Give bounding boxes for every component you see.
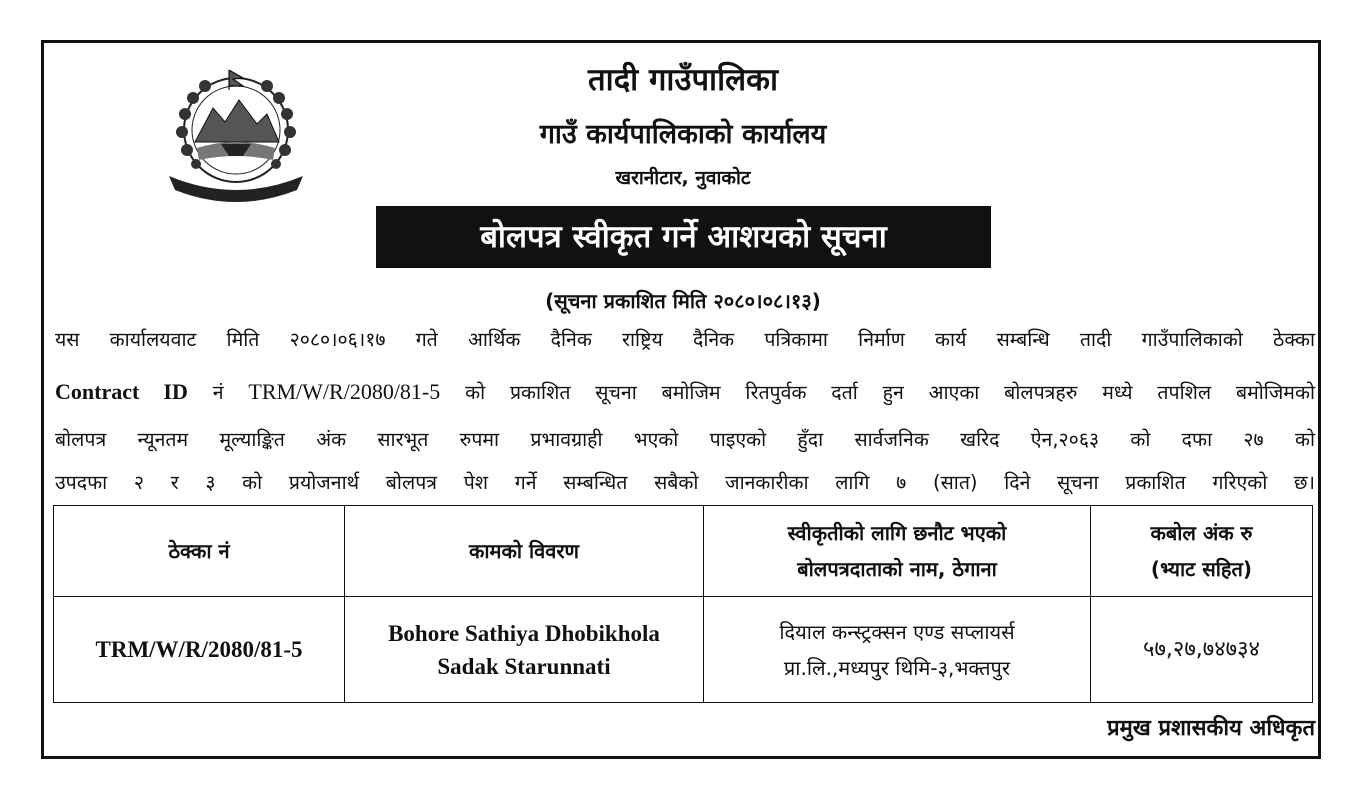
notice-line-1: यस कार्यालयवाट मिति २०८०।०६।१७ गते आर्थिक दैनिक राष्ट्रिय दैनिक पत्रिकामा निर्माण कार्य सम्बन्धि तादी गाउँपालिकाको ठेक्का <box>55 328 1315 351</box>
col-header-amount-line2: (भ्याट सहित) <box>1150 557 1253 581</box>
col-header-work-desc: कामको विवरण <box>345 506 704 597</box>
col-header-bidder-line2: बोलपत्रदाताको नाम, ठेगाना <box>797 557 997 581</box>
table-row <box>54 597 1313 703</box>
notice-line-2 <box>55 376 1315 408</box>
col-header-contract-no: ठेक्का नं <box>54 506 345 597</box>
cell-bidder-line2: प्रा.लि.,मध्यपुर थिमि-३,भक्तपुर <box>783 655 1011 680</box>
cell-bidder <box>704 597 1091 703</box>
notice-line-2-rest: को प्रकाशित सूचना बमोजिम रितपुर्वक दर्ता हुन आएका बोलपत्रहरु मध्ये तपशिल बमोजिमको <box>440 381 1315 404</box>
contract-no-word: नं <box>187 381 249 404</box>
office-address: खरानीटार, नुवाकोट <box>615 167 751 189</box>
office-subtitle: गाउँ कार्यपालिकाको कार्यालय <box>539 119 827 150</box>
cell-bidder-line1: दियाल कन्स्ट्रक्सन एण्ड सप्लायर्स <box>779 619 1015 644</box>
cell-work-desc <box>345 597 704 703</box>
contract-id-value: TRM/W/R/2080/81-5 <box>248 379 441 404</box>
col-header-amount <box>1091 506 1313 597</box>
table-header-row <box>54 506 1313 597</box>
col-header-bidder-line1: स्वीकृतीको लागि छनौट भएको <box>787 521 1007 545</box>
cell-amount: ५७,२७,७४७३४ <box>1091 597 1313 703</box>
publish-date: (सूचना प्रकाशित मिति २०८०।०८।१३) <box>545 289 821 313</box>
cell-contract-no: TRM/W/R/2080/81-5 <box>54 597 345 703</box>
col-header-bidder <box>704 506 1091 597</box>
col-header-amount-line1: कबोल अंक रु <box>1150 521 1253 545</box>
office-name: तादी गाउँपालिका <box>588 62 778 98</box>
signature-title: प्रमुख प्रशासकीय अधिकृत <box>1107 716 1315 741</box>
notice-title-banner: बोलपत्र स्वीकृत गर्ने आशयको सूचना <box>376 206 991 268</box>
award-table <box>53 505 1313 703</box>
notice-line-4: उपदफा २ र ३ को प्रयोजनार्थ बोलपत्र पेश गर्ने सम्बन्धित सबैको जानकारीका लागि ७ (सात) दिने सूचना प्रकाशित गरिएको छ। <box>55 471 1315 494</box>
contract-id-label: Contract ID <box>55 379 188 404</box>
cell-work-line1: Bohore Sathiya Dhobikhola <box>388 620 660 646</box>
cell-work-line2: Sadak Starunnati <box>437 653 611 679</box>
notice-line-3: बोलपत्र न्यूनतम मूल्याङ्कित अंक सारभूत रुपमा प्रभावग्राही भएको पाइएको हुँदा सार्वजनिक खरिद ऐन,२०६३ को दफा २७ को <box>55 428 1315 451</box>
